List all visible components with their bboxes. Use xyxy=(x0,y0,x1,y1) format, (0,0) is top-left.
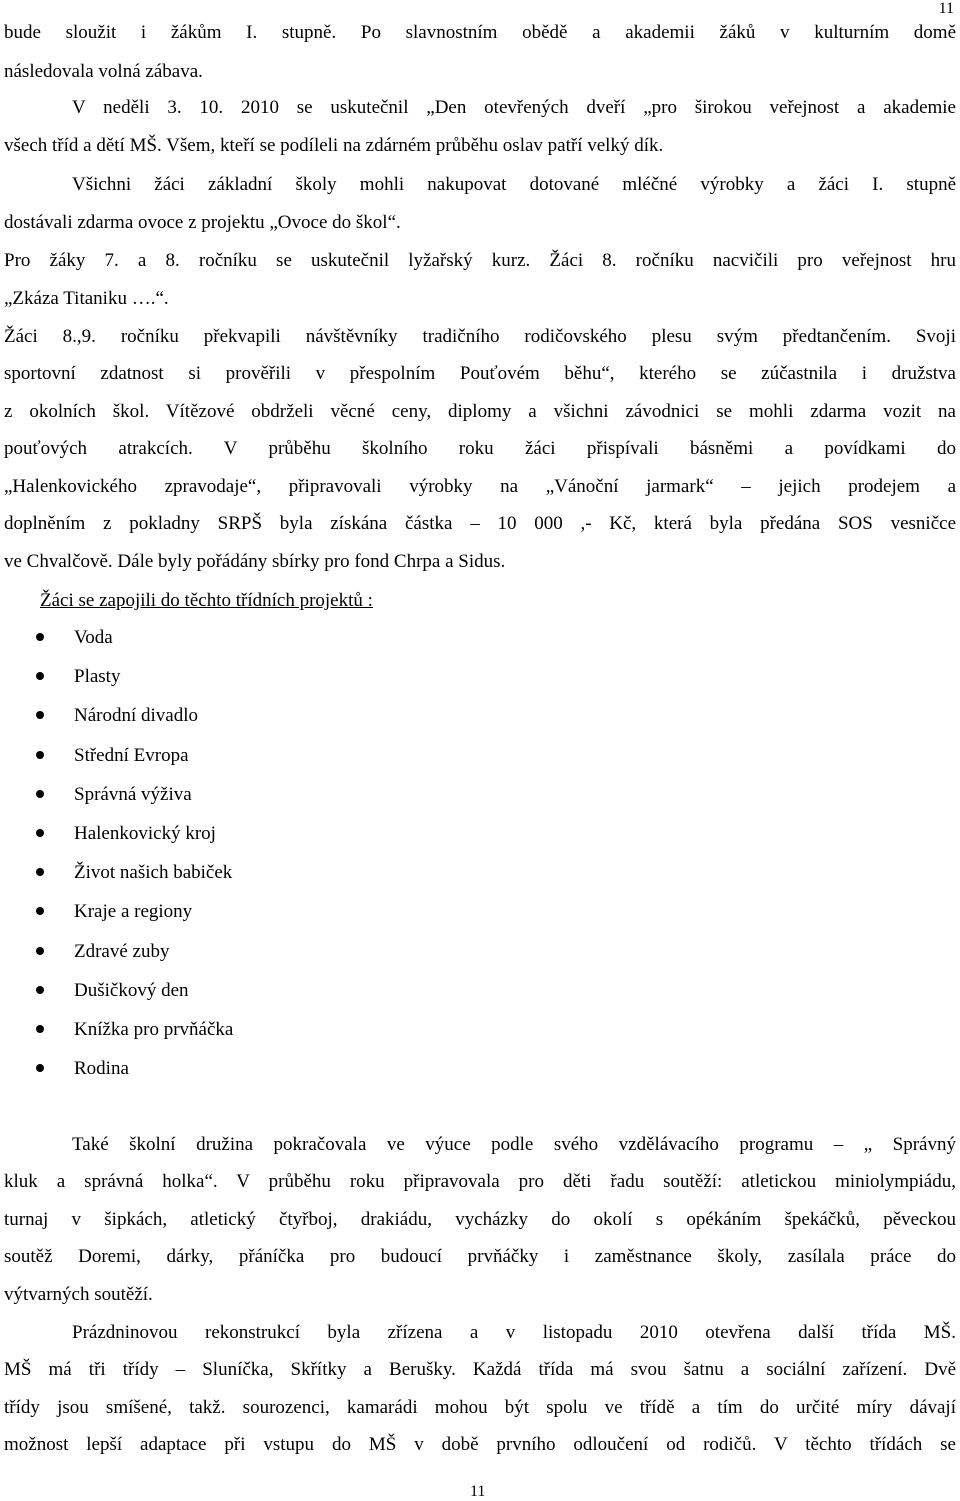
list-item-label: Zdravé zuby xyxy=(74,941,170,962)
list-item xyxy=(36,821,216,847)
list-item-label: Plasty xyxy=(74,666,121,687)
bullet-icon xyxy=(36,868,44,876)
paragraph-line: „Zkáza Titaniku ….“. xyxy=(4,288,169,309)
list-item-label: Dušičkový den xyxy=(74,980,189,1001)
list-item xyxy=(36,939,169,965)
bullet-icon xyxy=(36,907,44,915)
paragraph-line: turnaj v šipkách, atletický čtyřboj, drakiádu, vycházky do okolí s opékáním špekáčků, pěveckou xyxy=(4,1209,956,1230)
paragraph-line: doplněním z pokladny SRPŠ byla získána částka – 10 000 ,- Kč, která byla předána SOS vesničce xyxy=(4,513,956,534)
paragraph-line: ve Chvalčově. Dále byly pořádány sbírky pro fond Chrpa a Sidus. xyxy=(4,551,506,572)
paragraph-line: dostávali zdarma ovoce z projektu „Ovoce do škol“. xyxy=(4,212,401,233)
list-item-label: Život našich babiček xyxy=(74,862,233,883)
list-item xyxy=(36,743,189,769)
paragraph-line: výtvarných soutěží. xyxy=(4,1284,153,1305)
paragraph-line: „Halenkovického zpravodaje“, připravovali výrobky na „Vánoční jarmark“ – jejich prodejem a xyxy=(4,476,956,497)
list-item-label: Střední Evropa xyxy=(74,745,189,766)
bullet-icon xyxy=(36,751,44,759)
bullet-icon xyxy=(36,1025,44,1033)
bullet-icon xyxy=(36,829,44,837)
list-item xyxy=(36,1017,233,1043)
paragraph-line: pouťových atrakcích. V průběhu školního roku žáci přispívali básněmi a povídkami do xyxy=(4,438,956,459)
list-item xyxy=(36,625,113,651)
list-item-label: Knížka pro prvňáčka xyxy=(74,1019,234,1040)
bullet-icon xyxy=(36,947,44,955)
page-number-bottom: 11 xyxy=(470,1483,486,1500)
list-item-label: Národní divadlo xyxy=(74,705,199,726)
bullet-icon xyxy=(36,672,44,680)
paragraph-line: Žáci 8.,9. ročníku překvapili návštěvníky tradičního rodičovského plesu svým předtančením. Svoji xyxy=(4,326,956,347)
paragraph-line: soutěž Doremi, dárky, přáníčka pro budoucí prvňáčky i zaměstnance školy, zasílala práce do xyxy=(4,1246,956,1267)
paragraph-line: Všichni žáci základní školy mohli nakupovat dotované mléčné výrobky a žáci I. stupně xyxy=(72,174,956,195)
paragraph-line: možnost lepší adaptace při vstupu do MŠ v době prvního odloučení od rodičů. V těchto třídách se xyxy=(4,1434,956,1455)
list-item-label: Kraje a regiony xyxy=(74,901,193,922)
bullet-icon xyxy=(36,1064,44,1072)
list-item xyxy=(36,860,232,886)
paragraph-line: bude sloužit i žákům I. stupně. Po slavnostním obědě a akademii žáků v kulturním domě xyxy=(4,22,956,43)
paragraph-line: třídy jsou smíšené, takž. sourozenci, kamarádi mohou být spolu ve třídě a tím do určité míry dávají xyxy=(4,1397,956,1418)
list-item xyxy=(36,664,120,690)
bullet-icon xyxy=(36,633,44,641)
paragraph-line: Také školní družina pokračovala ve výuce podle svého vzdělávacího programu – „ Správný xyxy=(72,1134,956,1155)
paragraph-line: kluk a správná holka“. V průběhu roku připravovala pro děti řadu soutěží: atletickou miniolympiádu, xyxy=(4,1171,956,1192)
list-item-label: Halenkovický kroj xyxy=(74,823,216,844)
paragraph-line: z okolních škol. Vítězové obdrželi věcné ceny, diplomy a všichni závodnici se mohli zdarma vozit na xyxy=(4,401,956,422)
list-item-label: Rodina xyxy=(74,1058,129,1079)
bullet-icon xyxy=(36,986,44,994)
paragraph-line: MŠ má tři třídy – Sluníčka, Skřítky a Berušky. Každá třída má svou šatnu a sociální zařízení. Dvě xyxy=(4,1359,956,1380)
paragraph-line: Prázdninovou rekonstrukcí byla zřízena a v listopadu 2010 otevřena další třída MŠ. xyxy=(72,1322,956,1343)
list-item xyxy=(36,1056,129,1082)
list-item xyxy=(36,703,198,729)
bullet-icon xyxy=(36,711,44,719)
paragraph-line: následovala volná zábava. xyxy=(4,61,203,82)
list-item xyxy=(36,978,189,1004)
projects-heading: Žáci se zapojili do těchto třídních projektů : xyxy=(40,590,373,611)
list-item xyxy=(36,899,192,925)
bullet-icon xyxy=(36,790,44,798)
paragraph-line: všech tříd a dětí MŠ. Všem, kteří se podíleli na zdárném průběhu oslav patří velký dík. xyxy=(4,135,664,156)
page-number-top: 11 xyxy=(938,0,954,17)
paragraph-line: V neděli 3. 10. 2010 se uskutečnil „Den otevřených dveří „pro širokou veřejnost a akademie xyxy=(72,97,956,118)
paragraph-line: Pro žáky 7. a 8. ročníku se uskutečnil lyžařský kurz. Žáci 8. ročníku nacvičili pro veřejnost hru xyxy=(4,250,956,271)
list-item-label: Voda xyxy=(74,627,113,648)
list-item-label: Správná výživa xyxy=(74,784,192,805)
list-item xyxy=(36,782,192,808)
paragraph-line: sportovní zdatnost si prověřili v přespolním Pouťovém běhu“, kterého se zúčastnila i družstva xyxy=(4,363,956,384)
